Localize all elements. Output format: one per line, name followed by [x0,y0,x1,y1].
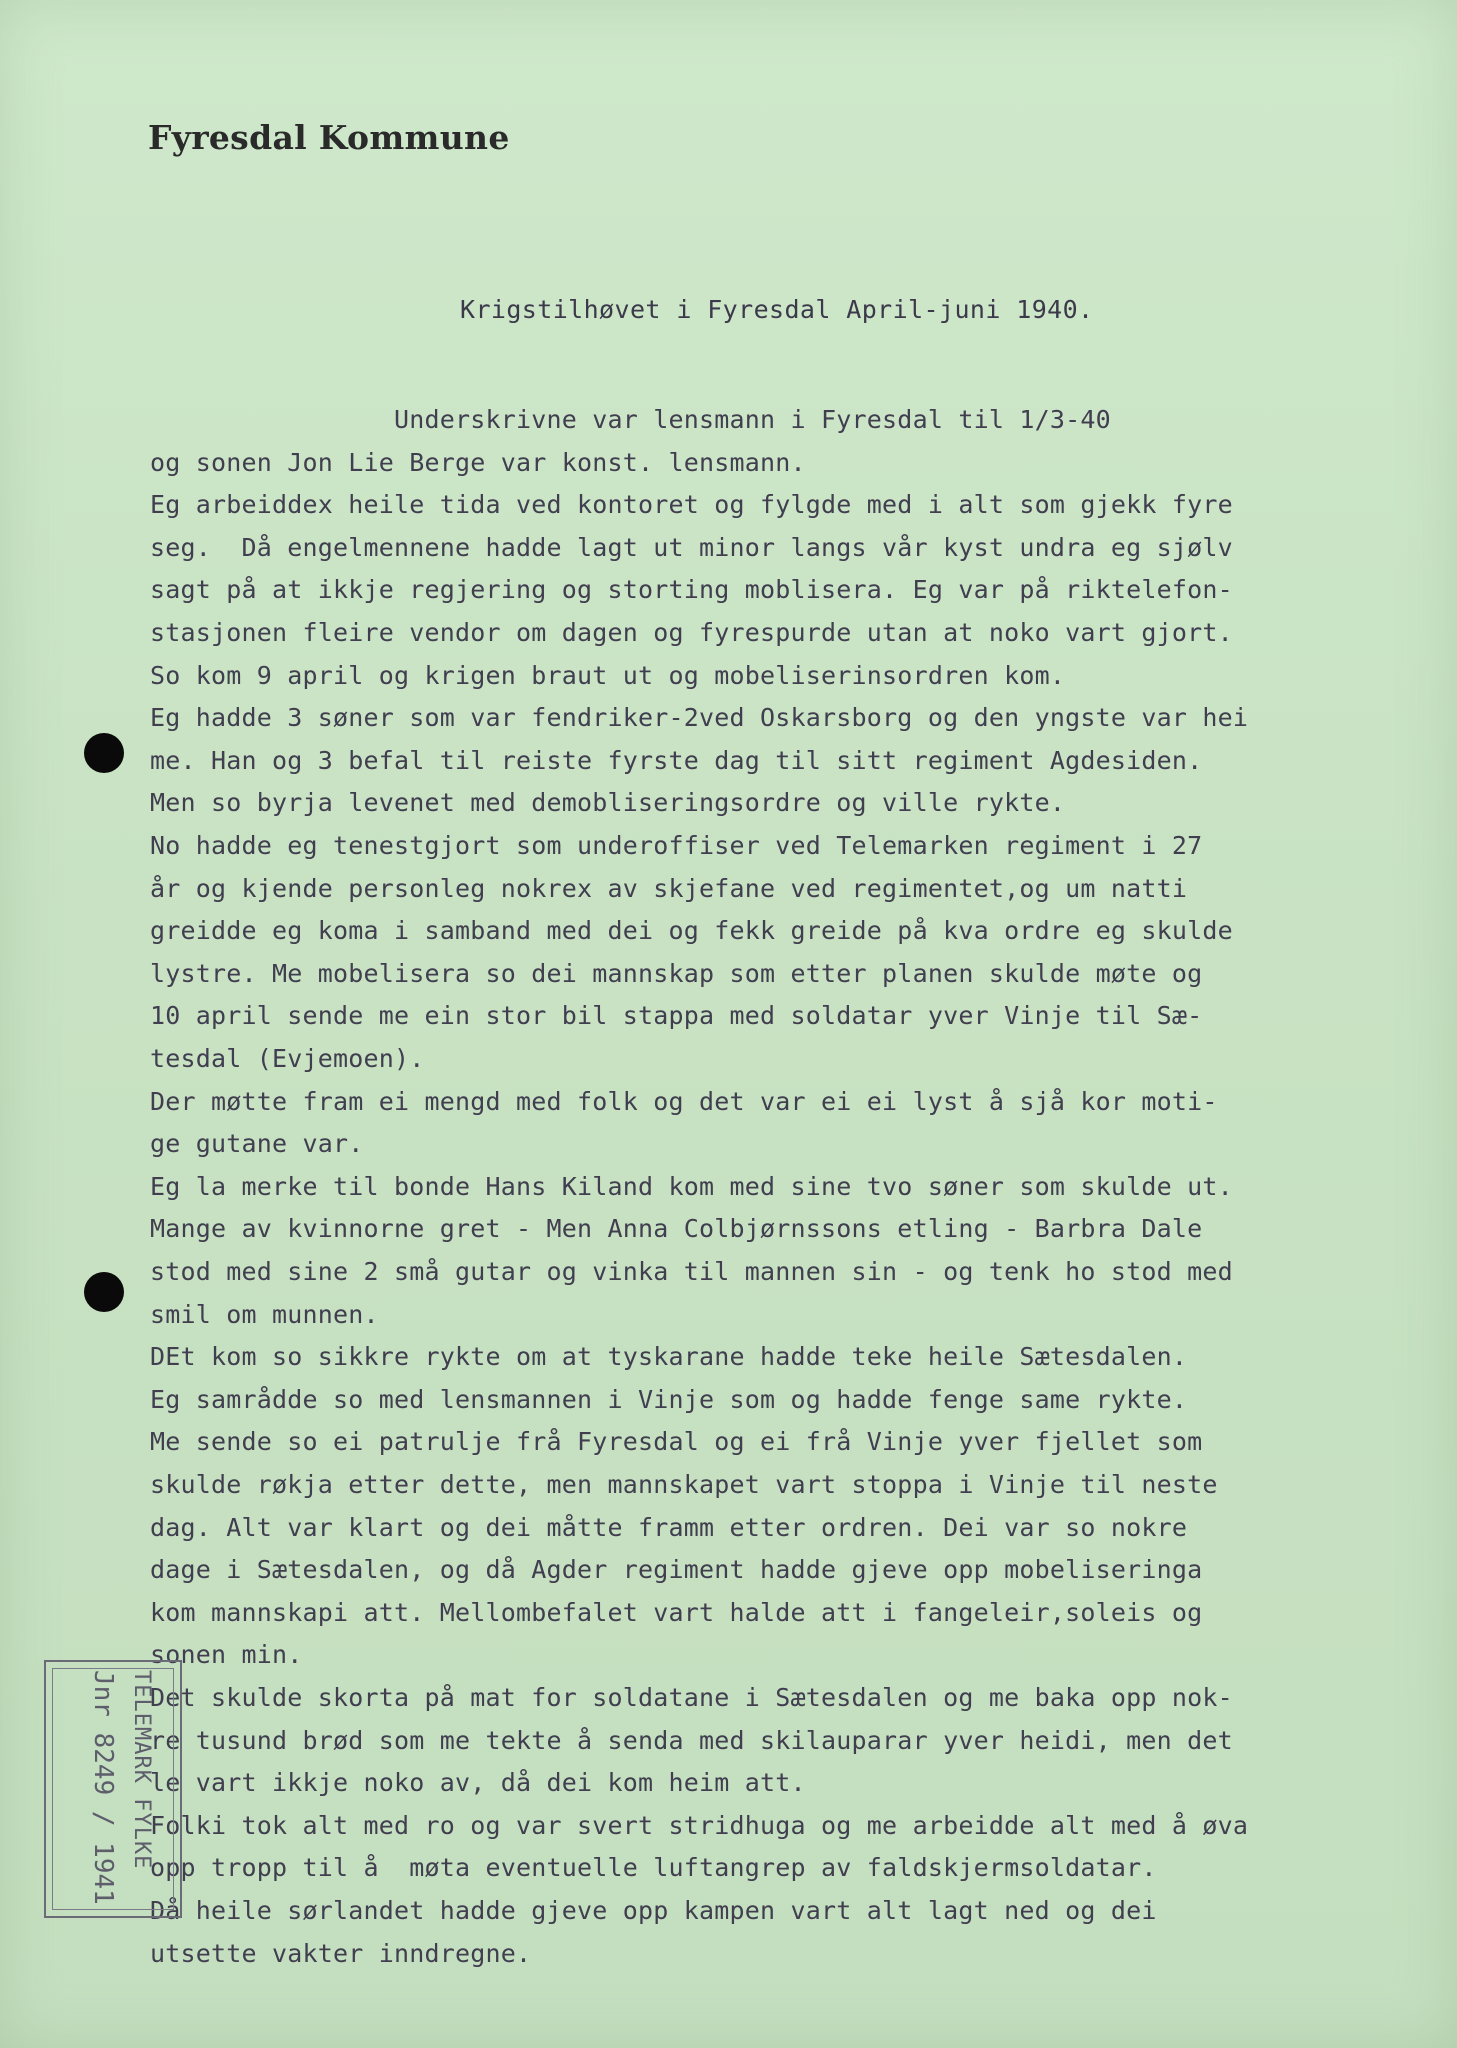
text-line: Det skulde skorta på mat for soldatane i Sætesdalen og me baka opp nok- [150,1683,1233,1712]
text-line: Me sende so ei patrulje frå Fyresdal og ei frå Vinje yver fjellet som [150,1427,1203,1456]
text-line: lystre. Me mobelisera so dei mannskap som etter planen skulde møte og [150,959,1203,988]
text-line: Eg arbeiddex heile tida ved kontoret og fylgde med i alt som gjekk fyre [150,490,1233,519]
text-line: DEt kom so sikkre rykte om at tyskarane hadde teke heile Sætesdalen. [150,1342,1188,1371]
text-line: smil om munnen. [150,1300,379,1329]
registry-stamp [44,1660,182,1918]
punch-hole [84,1272,124,1312]
text-line: utsette vakter inndregne. [150,1939,532,1968]
text-line: seg. Då engelmennene hadde lagt ut minor langs vår kyst undra eg sjølv [150,533,1233,562]
text-line: år og kjende personleg nokrex av skjefane ved regimentet,og um natti [150,874,1188,903]
text-line: Då heile sørlandet hadde gjeve opp kampen vart alt lagt ned og dei [150,1896,1157,1925]
text-line: Der møtte fram ei mengd med folk og det var ei ei lyst å sjå kor moti- [150,1087,1218,1116]
text-line: ge gutane var. [150,1129,364,1158]
text-line: No hadde eg tenestgjort som underoffiser ved Telemarken regiment i 27 [150,831,1203,860]
text-line: Eg hadde 3 søner som var fendriker-2ved Oskarsborg og den yngste var hei [150,703,1249,732]
text-line: dage i Sætesdalen, og då Agder regiment hadde gjeve opp mobeliseringa [150,1555,1203,1584]
document-title: Krigstilhøvet i Fyresdal April-juni 1940. [460,295,1094,324]
text-line: Eg la merke til bonde Hans Kiland kom med sine tvo søner som skulde ut. [150,1172,1233,1201]
text-line: Eg samrådde so med lensmannen i Vinje som og hadde fenge same rykte. [150,1385,1188,1414]
text-line: greidde eg koma i samband med dei og fekk greide på kva ordre eg skulde [150,916,1233,945]
text-line: og sonen Jon Lie Berge var konst. lensmann. [150,448,806,477]
stamp-office-name: TELEMARK FYLKE [129,1670,154,1870]
text-line: Men so byrja levenet med demobliseringsordre og ville rykte. [150,788,1066,817]
text-line: me. Han og 3 befal til reiste fyrste dag til sitt regiment Agdesiden. [150,746,1203,775]
punch-hole [84,733,124,773]
text-line: sonen min. [150,1640,303,1669]
text-line: skulde røkja etter dette, men mannskapet vart stoppa i Vinje til neste [150,1470,1218,1499]
text-line: 10 april sende me ein stor bil stappa med soldatar yver Vinje til Sæ- [150,1001,1203,1030]
text-line: tesdal (Evjemoen). [150,1044,425,1073]
text-line: re tusund brød som me tekte å senda med skilauparar yver heidi, men det [150,1726,1233,1755]
letterhead: Fyresdal Kommune [148,118,510,157]
text-line: stasjonen fleire vendor om dagen og fyrespurde utan at noko vart gjort. [150,618,1233,647]
text-line: kom mannskapi att. Mellombefalet vart halde att i fangeleir,soleis og [150,1598,1203,1627]
text-line: stod med sine 2 små gutar og vinka til mannen sin - og tenk ho stod med [150,1257,1233,1286]
text-line: So kom 9 april og krigen braut ut og mobeliserinsordren kom. [150,661,1066,690]
text-line: sagt på at ikkje regjering og storting moblisera. Eg var på riktelefon- [150,575,1233,604]
text-line: opp tropp til å møta eventuelle luftangrep av faldskjermsoldatar. [150,1853,1157,1882]
text-line: Underskrivne var lensmann i Fyresdal til 1/3-40 [150,405,1111,434]
text-line: Mange av kvinnorne gret - Men Anna Colbjørnssons etling - Barbra Dale [150,1214,1203,1243]
text-line: Folki tok alt med ro og var svert stridhuga og me arbeidde alt med å øva [150,1811,1249,1840]
text-line: le vart ikkje noko av, då dei kom heim att. [150,1768,806,1797]
stamp-journal-number: Jnr 8249 / 1941 [88,1670,118,1905]
text-line: dag. Alt var klart og dei måtte framm etter ordren. Dei var so nokre [150,1513,1188,1542]
